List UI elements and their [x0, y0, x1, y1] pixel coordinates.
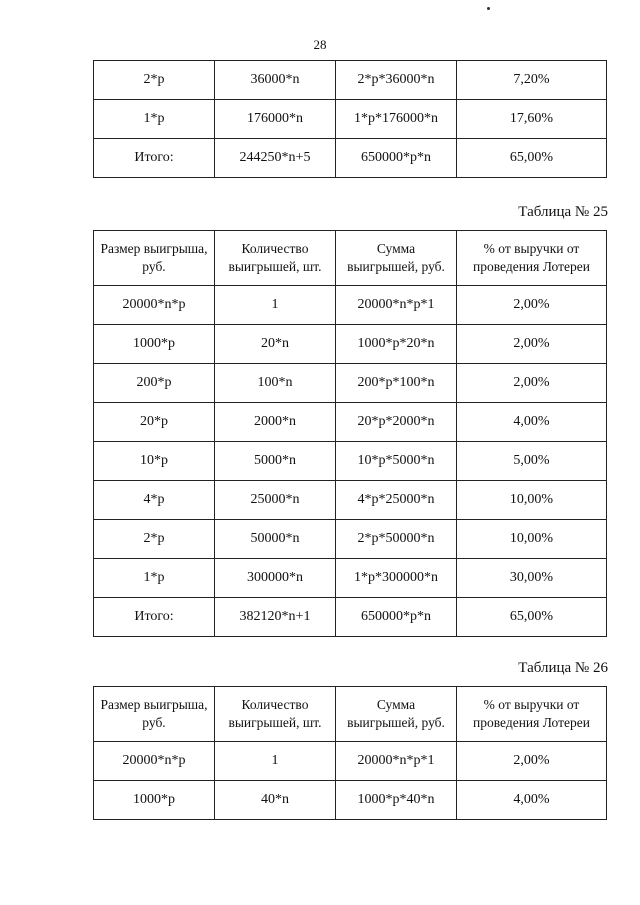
table-row	[94, 100, 607, 139]
table-cell: 40*n	[215, 781, 336, 820]
table-cell: 10*р*5000*n	[336, 442, 457, 481]
table-cell: 1*р*300000*n	[336, 559, 457, 598]
table-row	[94, 520, 607, 559]
table-cell: 100*n	[215, 364, 336, 403]
table-cell: 20*n	[215, 325, 336, 364]
table-cell: 20*р	[94, 403, 215, 442]
table-cell: 650000*р*n	[336, 598, 457, 637]
page-number: 28	[313, 37, 327, 52]
column-header: Размер выигрыша, руб.	[94, 687, 215, 742]
table-cell: 10*р	[94, 442, 215, 481]
scan-speck	[487, 7, 490, 10]
table-cell: 20000*n*р*1	[336, 286, 457, 325]
table-row	[94, 559, 607, 598]
table-cell: 200*р*100*n	[336, 364, 457, 403]
table-cell: 1000*р	[94, 325, 215, 364]
column-header: % от выручки от проведения Лотереи	[457, 231, 607, 286]
table-cell: Итого:	[94, 598, 215, 637]
table-cell: 1*р	[94, 559, 215, 598]
table-row	[94, 364, 607, 403]
table-cell: 50000*n	[215, 520, 336, 559]
table-cell: 2,00%	[457, 742, 607, 781]
table-cell: 1000*р*40*n	[336, 781, 457, 820]
column-header: Количество выигрышей, шт.	[215, 231, 336, 286]
column-header: Размер выигрыша, руб.	[94, 231, 215, 286]
table-cell: 36000*n	[215, 61, 336, 100]
table-25-caption: Таблица № 25	[518, 204, 608, 220]
column-header: Количество выигрышей, шт.	[215, 687, 336, 742]
table-cell: 20000*n*р	[94, 742, 215, 781]
table-cell: 4*р*25000*n	[336, 481, 457, 520]
table-cell: 4,00%	[457, 403, 607, 442]
table-cell: 4*р	[94, 481, 215, 520]
table-cell: 300000*n	[215, 559, 336, 598]
table-cell: 65,00%	[457, 598, 607, 637]
table-cell: 20*р*2000*n	[336, 403, 457, 442]
table-cell: 5000*n	[215, 442, 336, 481]
table-26-caption: Таблица № 26	[518, 660, 608, 676]
table-cell: 30,00%	[457, 559, 607, 598]
table-cell: 4,00%	[457, 781, 607, 820]
table-row	[94, 286, 607, 325]
column-header: Сумма выигрышей, руб.	[336, 231, 457, 286]
table-cell: 2,00%	[457, 325, 607, 364]
table-header-row	[94, 687, 607, 742]
table-cell: 382120*n+1	[215, 598, 336, 637]
table-row	[94, 742, 607, 781]
table-cell: 10,00%	[457, 520, 607, 559]
table-26	[93, 686, 607, 820]
table-cell: 1000*р	[94, 781, 215, 820]
table-cell: 176000*n	[215, 100, 336, 139]
table-cell: 20000*n*р	[94, 286, 215, 325]
table-continued	[93, 60, 607, 178]
table-cell: 1	[215, 286, 336, 325]
table-cell: Итого:	[94, 139, 215, 178]
table-cell: 200*р	[94, 364, 215, 403]
table-row	[94, 325, 607, 364]
column-header: Сумма выигрышей, руб.	[336, 687, 457, 742]
table-row	[94, 442, 607, 481]
table-cell: 1000*р*20*n	[336, 325, 457, 364]
table-cell: 2,00%	[457, 364, 607, 403]
table-total-row	[94, 139, 607, 178]
table-cell: 65,00%	[457, 139, 607, 178]
table-25	[93, 230, 607, 637]
table-cell: 25000*n	[215, 481, 336, 520]
table-cell: 2000*n	[215, 403, 336, 442]
table-cell: 2*р	[94, 61, 215, 100]
column-header: % от выручки от проведения Лотереи	[457, 687, 607, 742]
table-row	[94, 781, 607, 820]
table-total-row	[94, 598, 607, 637]
table-cell: 20000*n*р*1	[336, 742, 457, 781]
table-cell: 5,00%	[457, 442, 607, 481]
table-cell: 2*р	[94, 520, 215, 559]
table-cell: 2,00%	[457, 286, 607, 325]
table-cell: 650000*р*n	[336, 139, 457, 178]
table-cell: 7,20%	[457, 61, 607, 100]
table-row	[94, 481, 607, 520]
table-cell: 17,60%	[457, 100, 607, 139]
table-header-row	[94, 231, 607, 286]
table-row	[94, 403, 607, 442]
table-cell: 10,00%	[457, 481, 607, 520]
table-cell: 1*р	[94, 100, 215, 139]
table-cell: 244250*n+5	[215, 139, 336, 178]
table-cell: 2*р*36000*n	[336, 61, 457, 100]
table-cell: 2*р*50000*n	[336, 520, 457, 559]
table-row	[94, 61, 607, 100]
table-cell: 1*р*176000*n	[336, 100, 457, 139]
table-cell: 1	[215, 742, 336, 781]
